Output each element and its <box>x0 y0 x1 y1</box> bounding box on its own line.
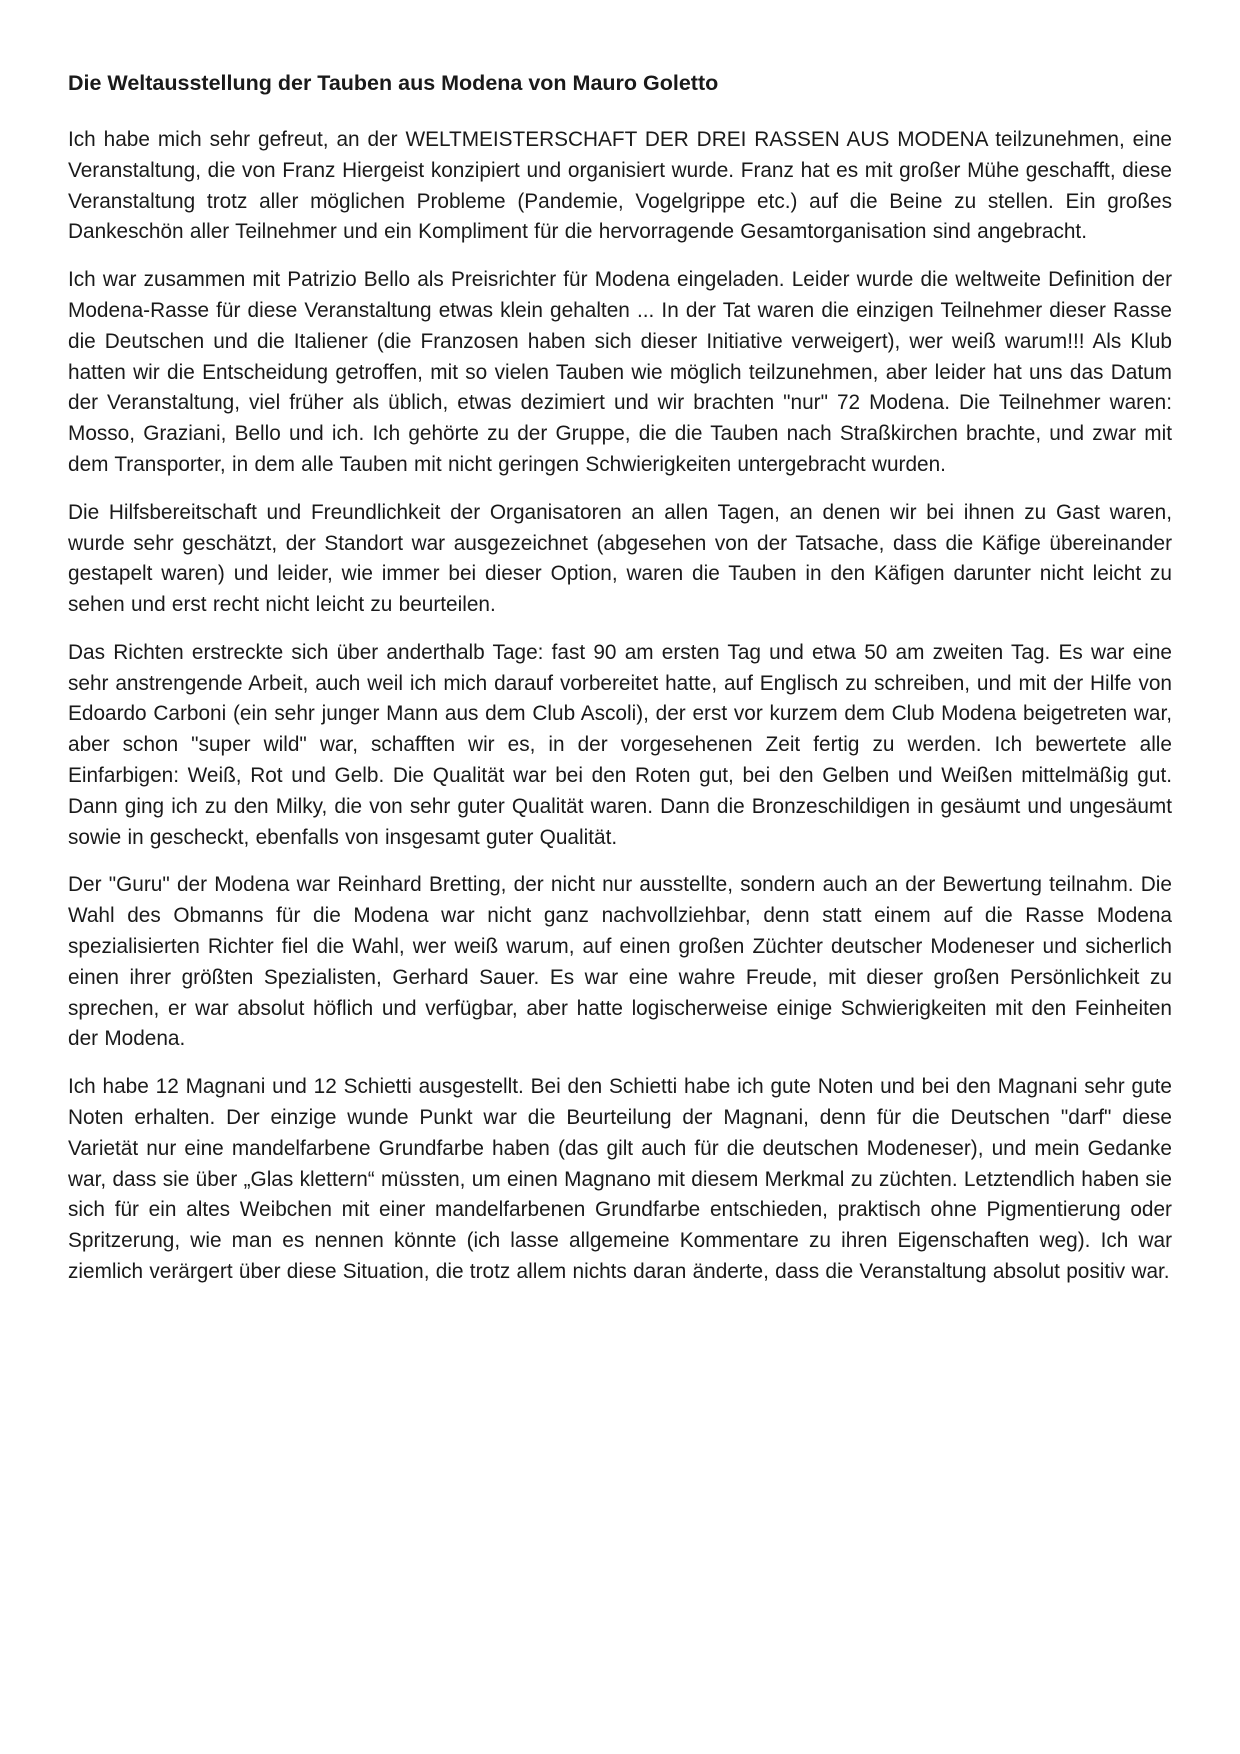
document-title: Die Weltausstellung der Tauben aus Modena von Mauro Goletto <box>68 71 719 95</box>
paragraph-organisers: Die Hilfsbereitschaft und Freundlichkeit der Organisatoren an allen Tagen, an denen wir bei ihnen zu Gast waren, wurde sehr geschätzt, der Standort war ausgezeichnet (abgesehen von der Tatsache, dass die Käfige übereinander gestapelt waren) und leider, wie immer bei dieser Option, waren die Tauben in den Käfigen darunter nicht leicht zu sehen und erst recht nicht leicht zu beurteilen. <box>68 500 1172 617</box>
paragraph-judging: Das Richten erstreckte sich über anderthalb Tage: fast 90 am ersten Tag und etwa 50 am zweiten Tag. Es war eine sehr anstrengende Arbeit, auch weil ich mich darauf vorbereitet hatte, auf Englisch zu schreiben, und mit der Hilfe von Edoardo Carboni (ein sehr junger Mann aus dem Club Ascoli), der erst vor kurzem dem Club Modena beigetreten war, aber schon "super wild" war, schafften wir es, in der vorgesehenen Zeit fertig zu werden. Ich bewertete alle Einfarbigen: Weiß, Rot und Gelb. Die Qualität war bei den Roten gut, bei den Gelben und Weißen mittelmäßig gut. Dann ging ich zu den Milky, die von sehr guter Qualität waren. Dann die Bronzeschildigen in gesäumt und ungesäumt sowie in gescheckt, ebenfalls von insgesamt guter Qualität. <box>68 640 1172 849</box>
paragraph-introduction: Ich habe mich sehr gefreut, an der WELTMEISTERSCHAFT DER DREI RASSEN AUS MODENA teilzunehmen, eine Veranstaltung, die von Franz Hiergeist konzipiert und organisiert wurde. Franz hat es mit großer Mühe geschafft, diese Veranstaltung trotz aller möglichen Probleme (Pandemie, Vogelgrippe etc.) auf die Beine zu stellen. Ein großes Dankeschön aller Teilnehmer und ein Kompliment für die hervorragende Gesamtorganisation sind angebracht. <box>68 127 1172 244</box>
paragraph-magnani-schietti: Ich habe 12 Magnani und 12 Schietti ausgestellt. Bei den Schietti habe ich gute Noten und bei den Magnani sehr gute Noten erhalten. Der einzige wunde Punkt war die Beurteilung der Magnani, denn für die Deutschen "darf" diese Varietät nur eine mandelfarbene Grundfarbe haben (das gilt auch für die deutschen Modeneser), und mein Gedanke war, dass sie über „Glas klettern“ müssten, um einen Magnano mit diesem Merkmal zu züchten. Letztendlich haben sie sich für ein altes Weibchen mit einer mandelfarbenen Grundfarbe entschieden, praktisch ohne Pigmentierung oder Spritzerung, wie man es nennen könnte (ich lasse allgemeine Kommentare zu ihren Eigenschaften weg). Ich war ziemlich verärgert über diese Situation, die trotz allem nichts daran änderte, dass die Veranstaltung absolut positiv war. <box>68 1075 1172 1284</box>
paragraph-guru: Der "Guru" der Modena war Reinhard Bretting, der nicht nur ausstellte, sondern auch an der Bewertung teilnahm. Die Wahl des Obmanns für die Modena war nicht ganz nachvollziehbar, denn statt einem auf die Rasse Modena spezialisierten Richter fiel die Wahl, wer weiß warum, auf einen großen Züchter deutscher Modeneser und sicherlich einen ihrer größten Spezialisten, Gerhard Sauer. Es war eine wahre Freude, mit dieser großen Persönlichkeit zu sprechen, er war absolut höflich und verfügbar, aber hatte logischerweise einige Schwierigkeiten mit den Feinheiten der Modena. <box>68 873 1172 1051</box>
paragraph-judges-participants: Ich war zusammen mit Patrizio Bello als Preisrichter für Modena eingeladen. Leider wurde die weltweite Definition der Modena-Rasse für diese Veranstaltung etwas klein gehalten ... In der Tat waren die einzigen Teilnehmer dieser Rasse die Deutschen und die Italiener (die Franzosen haben sich dieser Initiative verweigert), wer weiß warum!!! Als Klub hatten wir die Entscheidung getroffen, mit so vielen Tauben wie möglich teilzunehmen, aber leider hat uns das Datum der Veranstaltung, viel früher als üblich, etwas dezimiert und wir brachten "nur" 72 Modena. Die Teilnehmer waren: Mosso, Graziani, Bello und ich. Ich gehörte zu der Gruppe, die die Tauben nach Straßkirchen brachte, und zwar mit dem Transporter, in dem alle Tauben mit nicht geringen Schwierigkeiten untergebracht wurden. <box>68 268 1172 476</box>
